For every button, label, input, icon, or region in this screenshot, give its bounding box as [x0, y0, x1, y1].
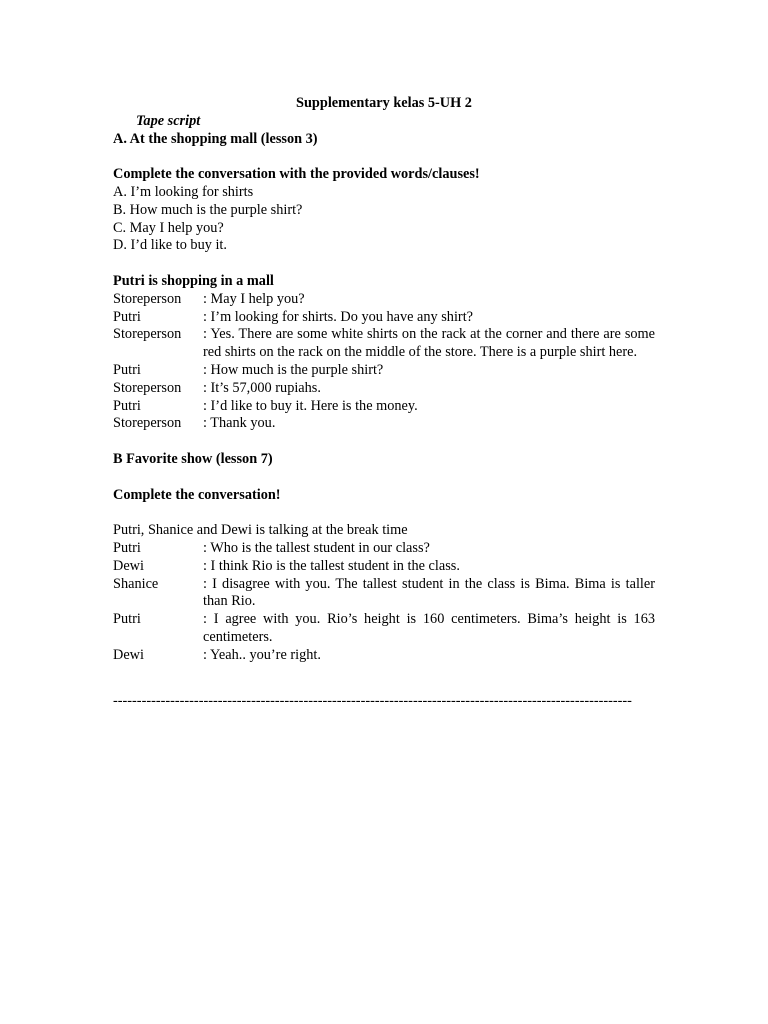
- speaker-name: Putri: [113, 361, 141, 378]
- speaker-name: Storeperson: [113, 379, 182, 396]
- dialogue-row: [113, 326, 655, 362]
- section-b-heading: B Favorite show (lesson 7): [113, 450, 273, 467]
- speaker-name: Storeperson: [113, 326, 182, 343]
- spacer: [113, 255, 655, 273]
- document-body: [113, 95, 655, 710]
- speaker-line: : I’m looking for shirts. Do you have any shirt?: [203, 308, 474, 325]
- spacer: [113, 504, 655, 522]
- speaker-line: : It’s 57,000 rupiahs.: [203, 379, 321, 396]
- option-item: A. I’m looking for shirts: [113, 183, 254, 200]
- speaker-name: Dewi: [113, 646, 144, 663]
- dialogue-row: [113, 398, 655, 416]
- spacer: [113, 433, 655, 451]
- speaker-line: : How much is the purple shirt?: [203, 361, 384, 378]
- section-b-instruction: Complete the conversation!: [113, 486, 281, 503]
- speaker-line: : I’d like to buy it. Here is the money.: [203, 397, 418, 414]
- speaker-name: Shanice: [113, 575, 159, 592]
- option-item: C. May I help you?: [113, 219, 224, 236]
- speaker-name: Putri: [113, 397, 141, 414]
- speaker-line: : Who is the tallest student in our class?: [203, 539, 430, 556]
- spacer: [113, 148, 655, 166]
- speaker-line: : Yes. There are some white shirts on the rack at the corner and there are some red shirts on the rack on the middle of the store. There is a purple shirt here.: [203, 326, 655, 361]
- dialogue-row: [113, 380, 655, 398]
- dialogue-row: [113, 415, 655, 433]
- dialogue-row: [113, 647, 655, 665]
- speaker-line: : May I help you?: [203, 290, 305, 307]
- section-b-dialogue: [113, 540, 655, 665]
- dashed-divider: -------------------------------------------------------------------------------------------------------------: [113, 692, 632, 709]
- dialogue-row: [113, 540, 655, 558]
- section-b-scene: Putri, Shanice and Dewi is talking at the break time: [113, 522, 408, 539]
- option-item: D. I’d like to buy it.: [113, 237, 227, 254]
- dialogue-row: [113, 576, 655, 612]
- speaker-line: : I agree with you. Rio’s height is 160 centimeters. Bima’s height is 163 centimeters.: [203, 611, 655, 645]
- speaker-name: Storeperson: [113, 290, 182, 307]
- speaker-line: : Thank you.: [203, 415, 276, 432]
- speaker-name: Storeperson: [113, 415, 182, 432]
- speaker-name: Dewi: [113, 557, 144, 574]
- dialogue-row: [113, 362, 655, 380]
- option-item: B. How much is the purple shirt?: [113, 201, 303, 218]
- dialogue-row: [113, 309, 655, 327]
- speaker-line: : I think Rio is the tallest student in the class.: [203, 557, 460, 574]
- dialogue-row: [113, 291, 655, 309]
- dialogue-row: [113, 558, 655, 576]
- document-subtitle: Tape script: [136, 112, 201, 129]
- speaker-line: : Yeah.. you’re right.: [203, 646, 321, 663]
- section-a-instruction: Complete the conversation with the provided words/clauses!: [113, 166, 480, 183]
- dialogue-row: [113, 611, 655, 647]
- section-a-dialogue: [113, 291, 655, 433]
- speaker-line: : I disagree with you. The tallest student in the class is Bima. Bima is taller than Rio.: [203, 575, 655, 610]
- speaker-name: Putri: [113, 539, 141, 556]
- spacer: [113, 469, 655, 487]
- section-a-scene: Putri is shopping in a mall: [113, 272, 274, 289]
- speaker-name: Putri: [113, 611, 141, 628]
- document-title: Supplementary kelas 5-UH 2: [296, 95, 472, 111]
- section-a-heading: A. At the shopping mall (lesson 3): [113, 130, 318, 147]
- speaker-name: Putri: [113, 308, 141, 325]
